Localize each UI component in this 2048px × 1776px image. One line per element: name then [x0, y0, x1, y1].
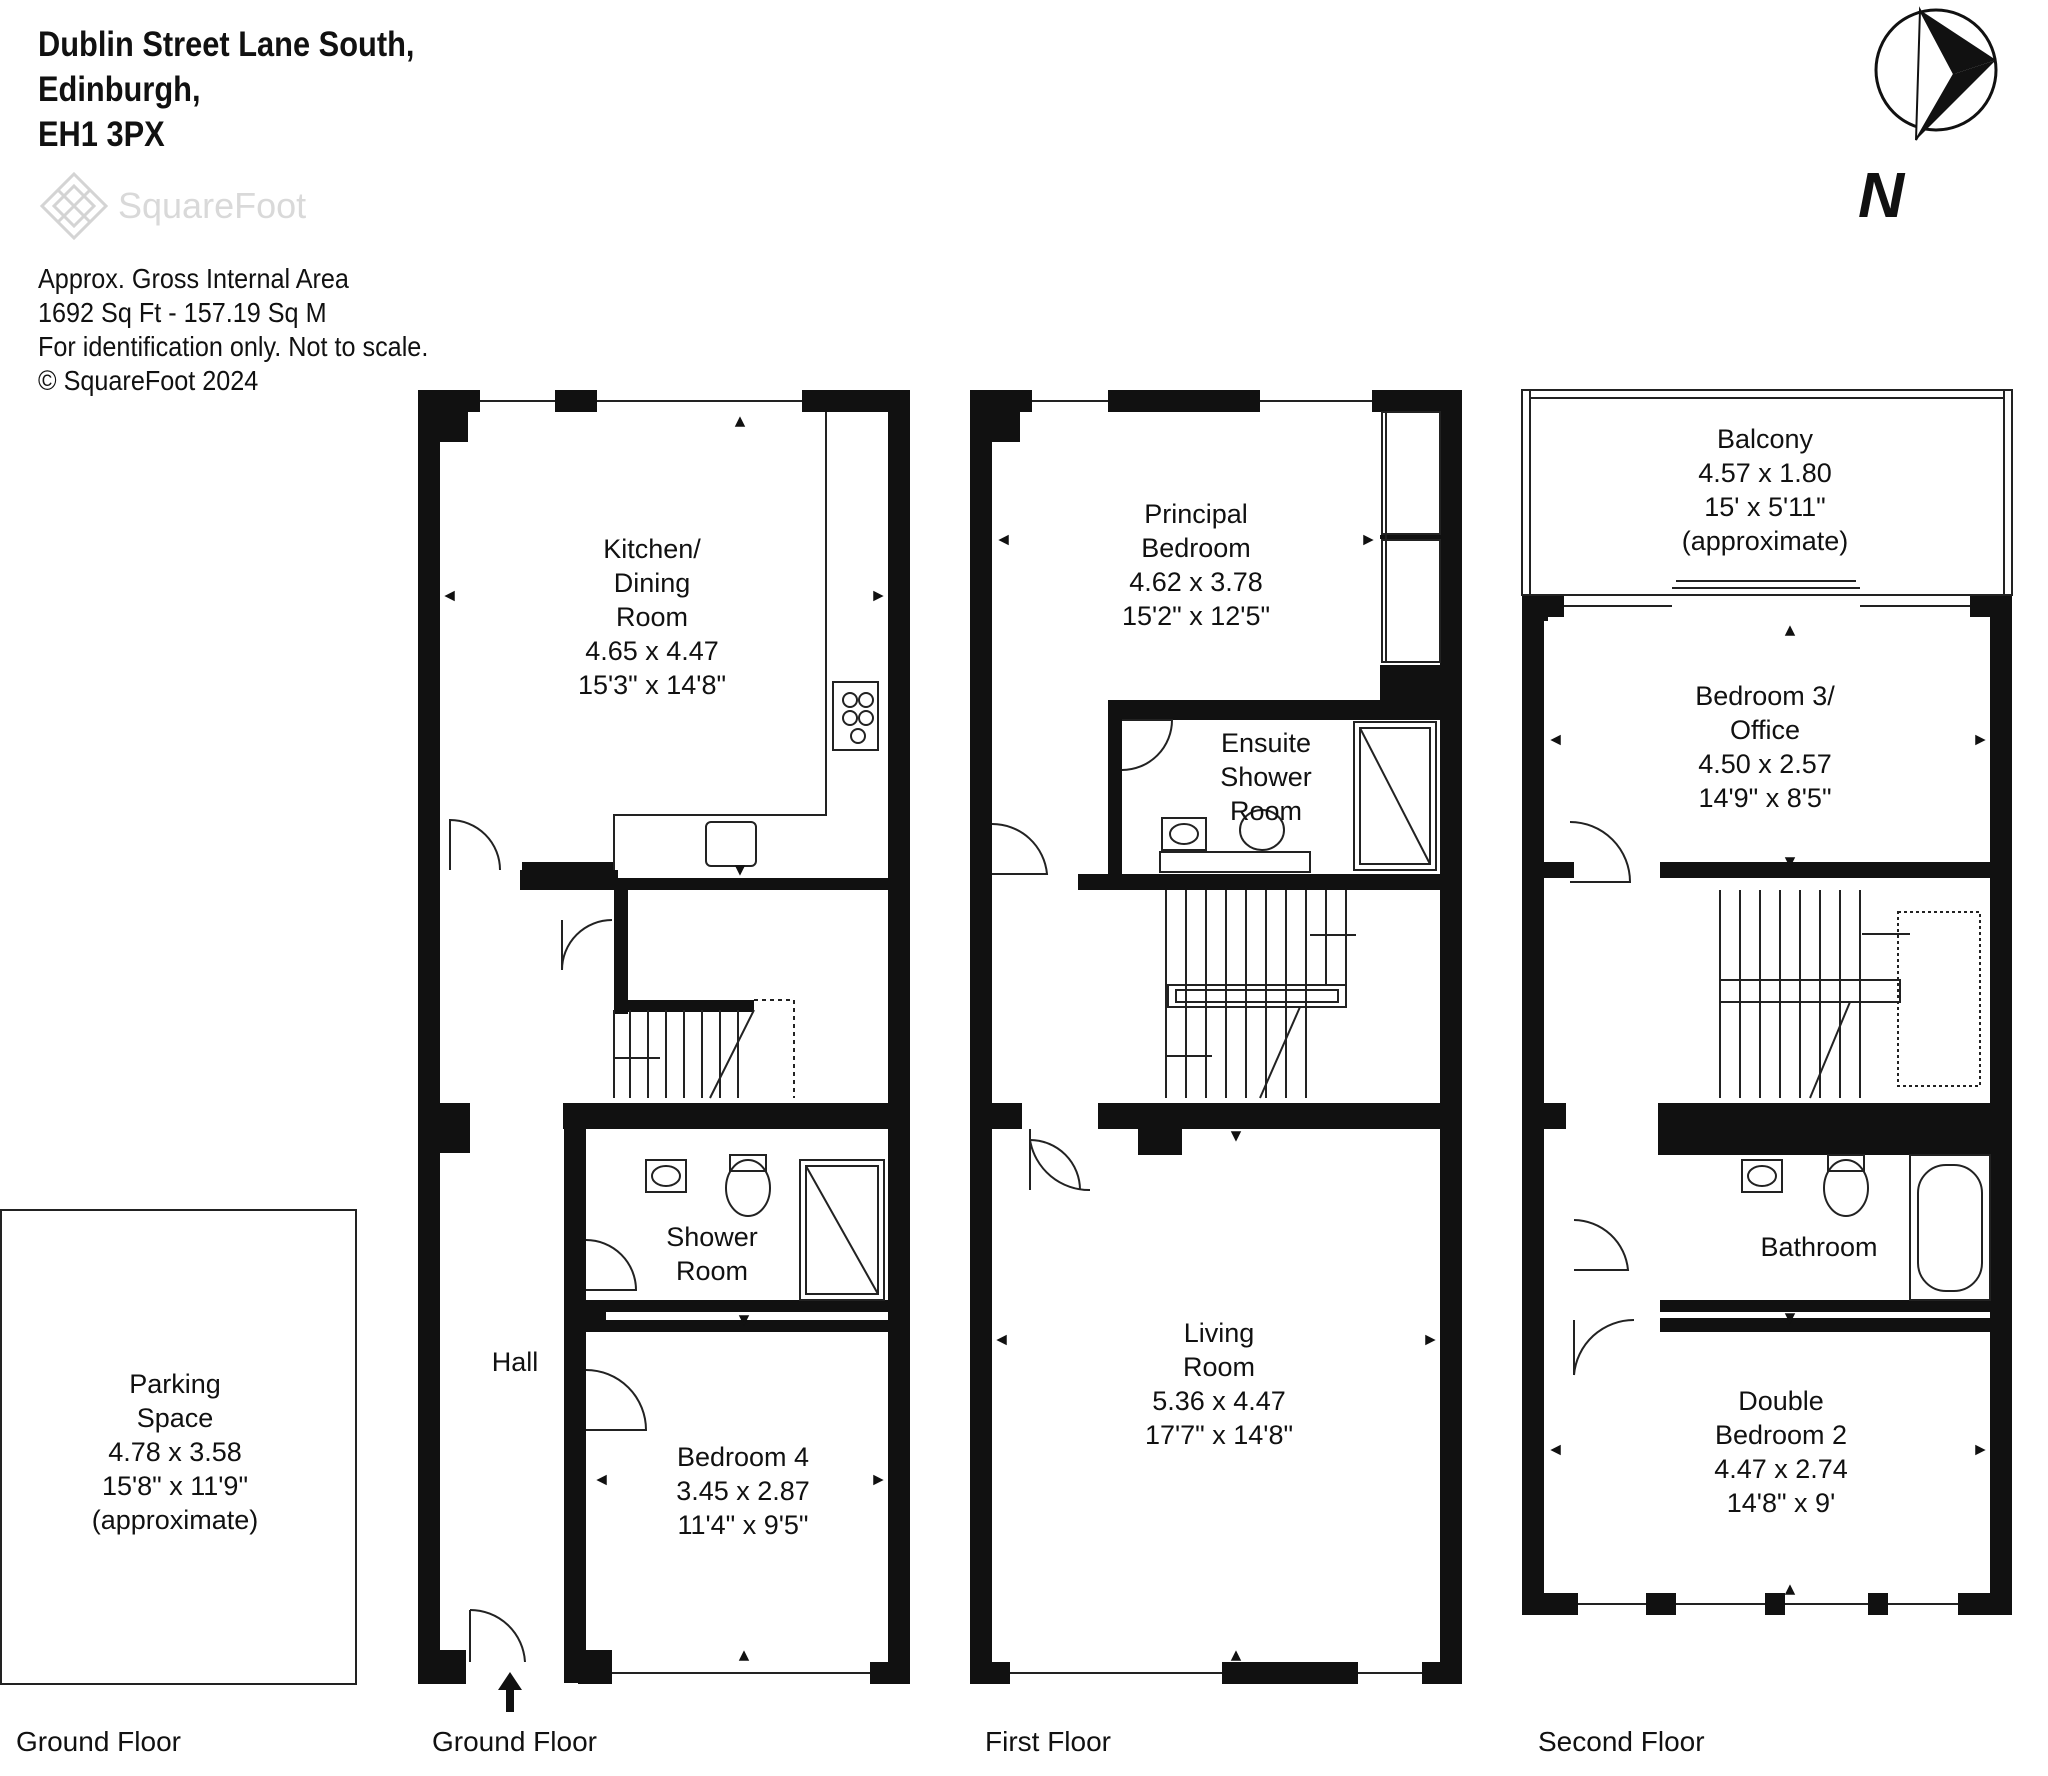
room-shower: [666, 1220, 758, 1288]
room-label: Bedroom 4: [676, 1442, 810, 1472]
address-block: [38, 22, 414, 157]
info-line-3: For identification only. Not to scale.: [38, 331, 429, 362]
room-dimension-metric: 4.47 x 2.74: [1714, 1454, 1848, 1484]
room-double-bedroom-2: [1714, 1384, 1848, 1520]
room-label: Ensuite: [1220, 728, 1312, 758]
floor-label-parking: Ground Floor: [16, 1726, 181, 1757]
room-dimension-imperial: 15'3" x 14'8": [577, 670, 727, 700]
room-dimension-metric: 5.36 x 4.47: [1152, 1386, 1286, 1416]
info-line-2: 1692 Sq Ft - 157.19 Sq M: [38, 297, 327, 328]
room-label: Dining: [613, 568, 691, 598]
room-bedroom-3-office: [1695, 679, 1835, 815]
room-label: Hall: [491, 1347, 539, 1377]
address-line-1: Dublin Street Lane South,: [38, 25, 415, 64]
room-label: Room: [615, 602, 689, 632]
area-info: [38, 262, 428, 398]
room-label: Double: [1738, 1386, 1824, 1416]
room-dimension-imperial: 15'2" x 12'5": [1121, 601, 1271, 631]
address-line-3: EH1 3PX: [38, 115, 165, 154]
room-dimension-metric: 4.50 x 2.57: [1698, 749, 1832, 779]
room-label: Shower: [666, 1222, 758, 1252]
room-dimension-metric: 4.62 x 3.78: [1129, 567, 1263, 597]
compass-icon: [1876, 10, 1996, 140]
floor-label-first: First Floor: [985, 1726, 1111, 1757]
room-label: Bathroom: [1760, 1232, 1878, 1262]
room-principal-bedroom: [1122, 497, 1270, 633]
room-dimension-imperial: 14'9" x 8'5": [1698, 783, 1832, 813]
north-label: N: [1858, 159, 1905, 231]
room-living: [1145, 1316, 1293, 1452]
room-label: Room: [675, 1256, 749, 1286]
room-label: Parking: [129, 1369, 221, 1399]
room-bedroom-4: [676, 1440, 810, 1542]
room-label: Space: [136, 1403, 214, 1433]
room-note: (approximate): [91, 1505, 259, 1535]
room-label: Bedroom 3/: [1695, 681, 1835, 711]
room-dimension-imperial: 15'8" x 11'9": [101, 1471, 249, 1501]
room-label: Principal: [1144, 499, 1248, 529]
floor-label-second: Second Floor: [1538, 1726, 1705, 1757]
room-label: Bedroom 2: [1714, 1420, 1848, 1450]
room-label: Balcony: [1716, 424, 1814, 454]
room-dimension-metric: 4.57 x 1.80: [1698, 458, 1832, 488]
room-parking-space: [92, 1367, 259, 1537]
address-line-2: Edinburgh,: [38, 70, 201, 109]
room-label: Living: [1183, 1318, 1255, 1348]
logo-text: SquareFoot: [118, 185, 307, 226]
room-dimension-imperial: 17'7" x 14'8": [1144, 1420, 1294, 1450]
second-stairs: [1720, 890, 1980, 1098]
room-hall: [492, 1345, 539, 1379]
room-kitchen-dining: [578, 532, 726, 702]
room-dimension-metric: 4.78 x 3.58: [108, 1437, 242, 1467]
room-ensuite-shower: [1220, 726, 1312, 828]
room-label: Kitchen/: [603, 534, 701, 564]
first-stairs: [1166, 890, 1356, 1098]
diamond-logo-icon: [38, 170, 110, 242]
room-note: (approximate): [1681, 526, 1849, 556]
room-label: Room: [1182, 1352, 1256, 1382]
room-dimension-metric: 3.45 x 2.87: [676, 1476, 810, 1506]
squarefoot-logo: [38, 170, 306, 242]
room-dimension-imperial: 14'8" x 9': [1726, 1488, 1836, 1518]
room-dimension-imperial: 15' x 5'11": [1704, 492, 1826, 522]
entrance-arrow-icon: [498, 1672, 522, 1712]
room-bathroom: [1760, 1230, 1877, 1264]
room-dimension-metric: 4.65 x 4.47: [585, 636, 719, 666]
info-line-4: © SquareFoot 2024: [38, 365, 259, 396]
room-balcony: [1682, 422, 1849, 558]
info-line-1: Approx. Gross Internal Area: [38, 263, 349, 294]
room-label: Shower: [1220, 762, 1312, 792]
room-label: Office: [1729, 715, 1801, 745]
floor-label-ground: Ground Floor: [432, 1726, 597, 1757]
room-label: Room: [1229, 796, 1303, 826]
room-label: Bedroom: [1141, 533, 1251, 563]
room-dimension-imperial: 11'4" x 9'5": [677, 1510, 809, 1540]
ground-stairs: [614, 1000, 794, 1098]
